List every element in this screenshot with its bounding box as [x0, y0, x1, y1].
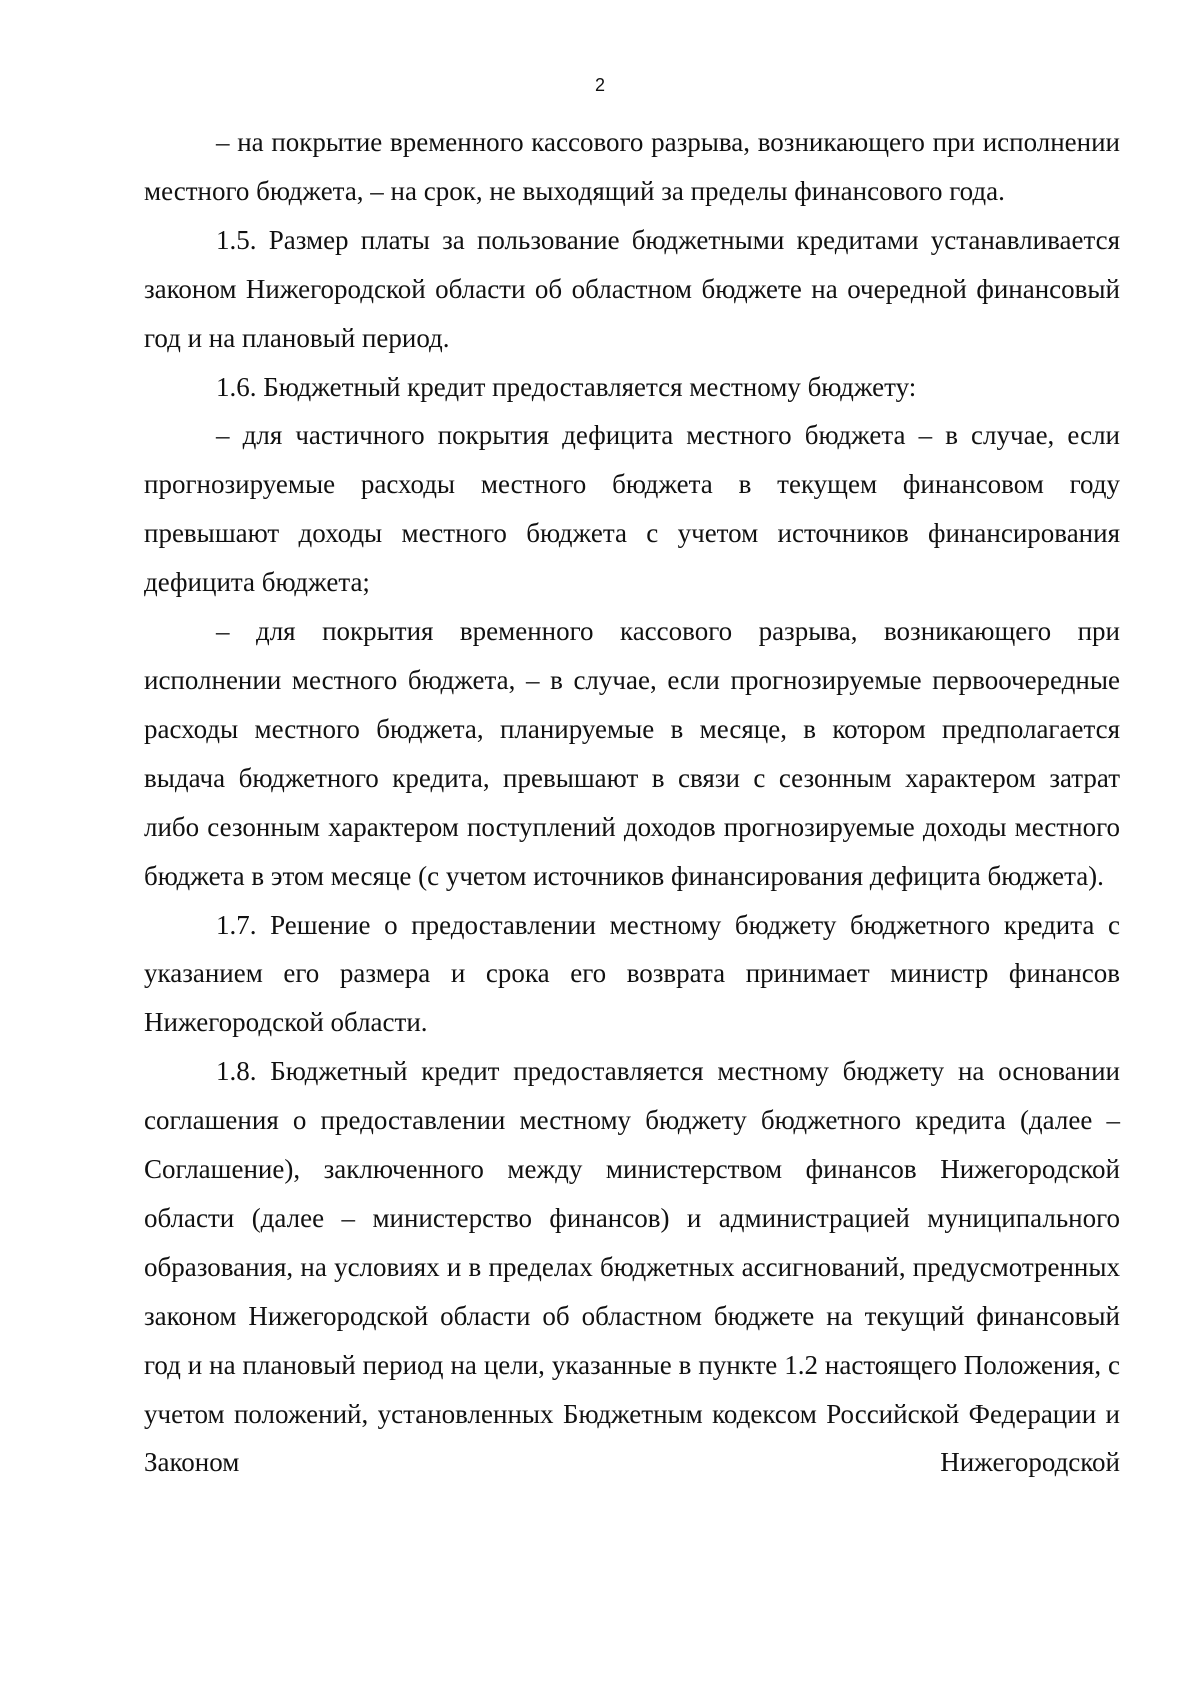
paragraph-deficit-coverage: – для частичного покрытия дефицита местного бюджета – в случае, если прогнозируемые расходы местного бюджета в текущем финансовом году превышают доходы местного бюджета с учетом источников финансирования дефицита бюджета; — [144, 420, 1120, 598]
paragraph-cash-gap-term: – на покрытие временного кассового разрыва, возникающего при исполнении местного бюджета, – на срок, не выходящий за пределы финансового года. — [144, 127, 1120, 206]
paragraph-1-8-agreement: 1.8. Бюджетный кредит предоставляется местному бюджету на основании соглашения о предоставлении местному бюджету бюджетного кредита (далее – Соглашение), заключенного между министерством финансов Нижегородской области (далее – министерство финансов) и администрацией муниципального образования, на условиях и в пределах бюджетных ассигнований, предусмотренных законом Нижегородской области об областном бюджете на текущий финансовый год и на плановый период на цели, указанные в пункте 1.2 настоящего Положения, с учетом положений, установленных Бюджетным кодексом Российской Федерации и Законом Нижегородской — [144, 1056, 1120, 1478]
document-body — [144, 118, 1120, 1487]
paragraph-1-6-credit-provided: 1.6. Бюджетный кредит предоставляется местному бюджету: — [216, 371, 917, 402]
paragraph-1-7-decision: 1.7. Решение о предоставлении местному бюджету бюджетного кредита с указанием его размера и срока его возврата принимает министр финансов Нижегородской области. — [144, 909, 1120, 1038]
paragraph-cash-gap-coverage: – для покрытия временного кассового разрыва, возникающего при исполнении местного бюджета, – в случае, если прогнозируемые первоочередные расходы местного бюджета, планируемые в месяце, в котором предполагается выдача бюджетного кредита, превышают в связи с сезонным характером затрат либо сезонным характером поступлений доходов прогнозируемые доходы местного бюджета в этом месяце (с учетом источников финансирования дефицита бюджета). — [144, 616, 1120, 891]
page-number: 2 — [594, 75, 605, 95]
paragraph-1-5-credit-fee: 1.5. Размер платы за пользование бюджетными кредитами устанавливается законом Нижегородской области об областном бюджете на очередной финансовый год и на плановый период. — [144, 224, 1120, 353]
